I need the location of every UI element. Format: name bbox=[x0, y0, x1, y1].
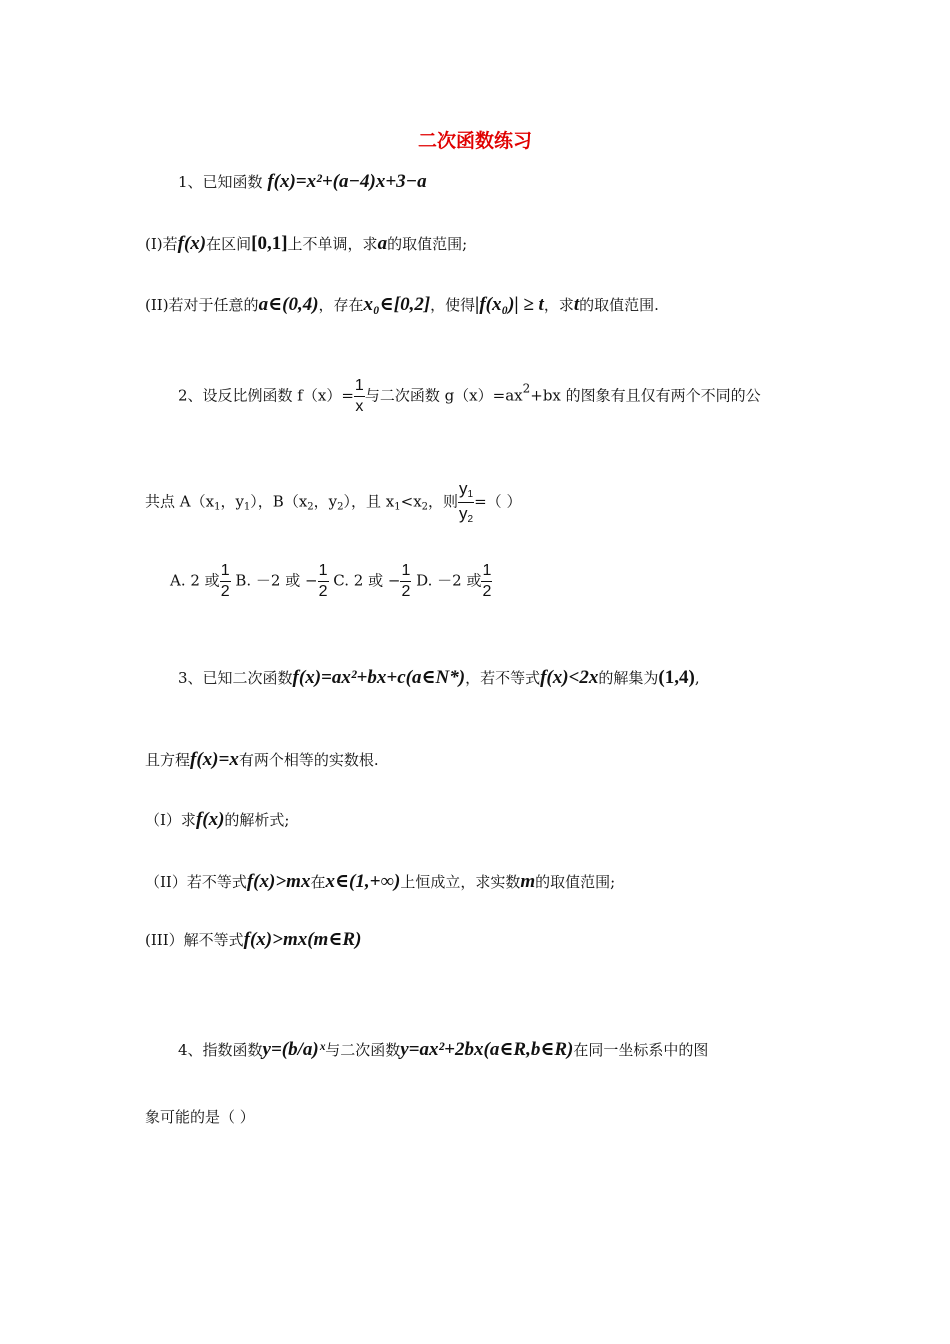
q1-intro: 1、已知函数 bbox=[178, 173, 263, 191]
q3-eq: f(x)=x bbox=[190, 749, 239, 770]
q2-option-a-frac bbox=[220, 563, 231, 600]
q3-line1 bbox=[178, 668, 700, 687]
q2-option-b-label: B. －2 或 bbox=[235, 571, 301, 590]
q2-option-d-frac bbox=[481, 563, 492, 600]
q1-part1-a: a bbox=[377, 233, 388, 254]
q1-part2-cond2: x₀∈[0,2] bbox=[363, 294, 431, 315]
q2-option-c-label: C. 2 或 bbox=[333, 571, 384, 590]
q4-line1 bbox=[178, 1040, 708, 1059]
q2-sub3: 2 bbox=[307, 501, 314, 513]
q1-part2-label: (II)若对于任意的 bbox=[145, 296, 259, 314]
q4-expr: y=(b/a)ˣ bbox=[262, 1039, 326, 1060]
q3-text2: 的解集为 bbox=[598, 669, 659, 687]
q2-option-a-label: A. 2 或 bbox=[170, 571, 220, 590]
q2-line1 bbox=[178, 378, 761, 415]
q3-ineq: f(x)<2x bbox=[540, 667, 599, 688]
q2-sub5: 1 bbox=[394, 501, 401, 513]
q3-p2-text3: 的取值范围; bbox=[535, 873, 616, 891]
q3-line2-text-a: 且方程 bbox=[145, 751, 191, 769]
q2-option-b-frac bbox=[318, 563, 329, 600]
q2-text5: ，y bbox=[220, 492, 244, 511]
q3-p2-dom: x∈(1,+∞) bbox=[325, 871, 401, 892]
q2-option-c-neg: − bbox=[387, 571, 401, 590]
q3-p3-ineq: f(x)>mx(m∈R) bbox=[243, 929, 362, 950]
q2-text1: 2、设反比例函数 f（x）= bbox=[178, 386, 354, 405]
q2-sub4: 2 bbox=[337, 501, 344, 513]
q3-set: (1,4) bbox=[658, 667, 695, 688]
q3-p2-text1: 在 bbox=[310, 873, 326, 891]
q2-option-c-den: 2 bbox=[401, 583, 411, 600]
q3-part2 bbox=[145, 872, 615, 891]
q4-text2: 在同一坐标系中的图 bbox=[573, 1041, 709, 1059]
q2-fraction-y1-over-y2 bbox=[458, 480, 474, 525]
q2-option-d-label: D. －2 或 bbox=[416, 571, 482, 590]
q3-text3: , bbox=[694, 669, 700, 687]
q1-part2-cond1: a∈(0,4) bbox=[258, 294, 319, 315]
q3-line2 bbox=[145, 750, 379, 769]
q1-part1 bbox=[145, 234, 467, 253]
q2-option-d-den: 2 bbox=[482, 583, 492, 600]
q1-part2-text4: 的取值范围. bbox=[579, 296, 659, 314]
q1-intro-line bbox=[178, 172, 427, 191]
q2-text11: =（ ） bbox=[474, 492, 522, 511]
q2-fnum: y bbox=[459, 479, 468, 498]
q2-fden: y bbox=[459, 504, 468, 523]
q1-part2-text1: ，存在 bbox=[318, 296, 364, 314]
q1-part2-t: t bbox=[573, 294, 580, 315]
q2-fdensub: 2 bbox=[467, 514, 474, 525]
q2-option-b-den: 2 bbox=[318, 583, 328, 600]
q4-line2: 象可能的是（ ） bbox=[145, 1108, 255, 1126]
q2-sup: 2 bbox=[522, 381, 531, 396]
q4-intro: 4、指数函数 bbox=[178, 1041, 263, 1059]
q4-expr2: y=ax²+2bx(a∈R,b∈R) bbox=[400, 1039, 574, 1060]
q2-sub2: 1 bbox=[243, 501, 251, 513]
q1-part1-label: (I)若 bbox=[145, 235, 178, 253]
q2-text8: ），且 x bbox=[343, 492, 395, 511]
q3-text1: ，若不等式 bbox=[465, 669, 541, 687]
q3-line2-text-b: 有两个相等的实数根. bbox=[238, 751, 379, 769]
q2-option-b-neg: − bbox=[305, 571, 318, 590]
q3-p1-text: 的解析式; bbox=[224, 811, 290, 829]
q3-p2-label: （II）若不等式 bbox=[145, 873, 247, 891]
q2-text6: ），B（x bbox=[250, 492, 308, 511]
q2-frac-num: 1 bbox=[354, 378, 365, 397]
q2-option-c-frac bbox=[400, 563, 411, 600]
q2-options bbox=[170, 563, 492, 600]
q2-line2 bbox=[145, 480, 521, 525]
q2-text2: 与二次函数 g（x）=ax bbox=[364, 386, 523, 405]
q1-part2-text3: ，求 bbox=[543, 296, 574, 314]
q2-text10: ，则 bbox=[428, 492, 459, 511]
q2-option-c-num: 1 bbox=[400, 563, 411, 582]
q1-part1-text3: 的取值范围; bbox=[387, 235, 468, 253]
q1-part2-cond3: |f(x₀)| ≥ t bbox=[475, 294, 544, 315]
q3-p2-ineq: f(x)>mx bbox=[246, 871, 311, 892]
q3-p1-fx: f(x) bbox=[195, 809, 225, 830]
q1-part1-fx: f(x) bbox=[177, 233, 207, 254]
q2-text7: ，y bbox=[313, 492, 338, 511]
q3-part3 bbox=[145, 930, 361, 949]
q3-formula: f(x)=ax²+bx+c(a∈N*) bbox=[292, 667, 466, 688]
q1-part1-text2: 上不单调，求 bbox=[287, 235, 378, 253]
q2-text9: <x bbox=[400, 492, 422, 511]
q2-frac-den: x bbox=[355, 398, 364, 415]
q2-option-a-num: 1 bbox=[220, 563, 231, 582]
q3-p1-label: （I）求 bbox=[145, 811, 196, 829]
q1-part2 bbox=[145, 295, 659, 314]
q3-p2-m: m bbox=[520, 871, 536, 892]
q2-option-b-num: 1 bbox=[318, 563, 329, 582]
q2-fnumsub: 1 bbox=[467, 489, 474, 500]
q2-sub6: 2 bbox=[421, 501, 429, 513]
q2-text3: +bx 的图象有且仅有两个不同的公 bbox=[530, 386, 761, 405]
q1-part2-text2: ，使得 bbox=[430, 296, 476, 314]
q4-text1: 与二次函数 bbox=[325, 1041, 401, 1059]
q1-part1-text1: 在区间 bbox=[206, 235, 252, 253]
q2-option-d-num: 1 bbox=[481, 563, 492, 582]
q2-sub1: 1 bbox=[214, 501, 221, 513]
page-title: 二次函数练习 bbox=[417, 130, 532, 152]
q1-formula: f(x)=x²+(a−4)x+3−a bbox=[267, 171, 427, 192]
q3-intro: 3、已知二次函数 bbox=[178, 669, 293, 687]
q3-part1 bbox=[145, 810, 289, 829]
q1-part1-interval: [0,1] bbox=[251, 233, 288, 254]
q3-p2-text2: 上恒成立，求实数 bbox=[400, 873, 521, 891]
q2-text4: 共点 A（x bbox=[145, 492, 215, 511]
q2-fraction-1-over-x bbox=[354, 378, 365, 415]
q2-option-a-den: 2 bbox=[220, 583, 230, 600]
q3-p3-label: (III）解不等式 bbox=[145, 931, 244, 949]
